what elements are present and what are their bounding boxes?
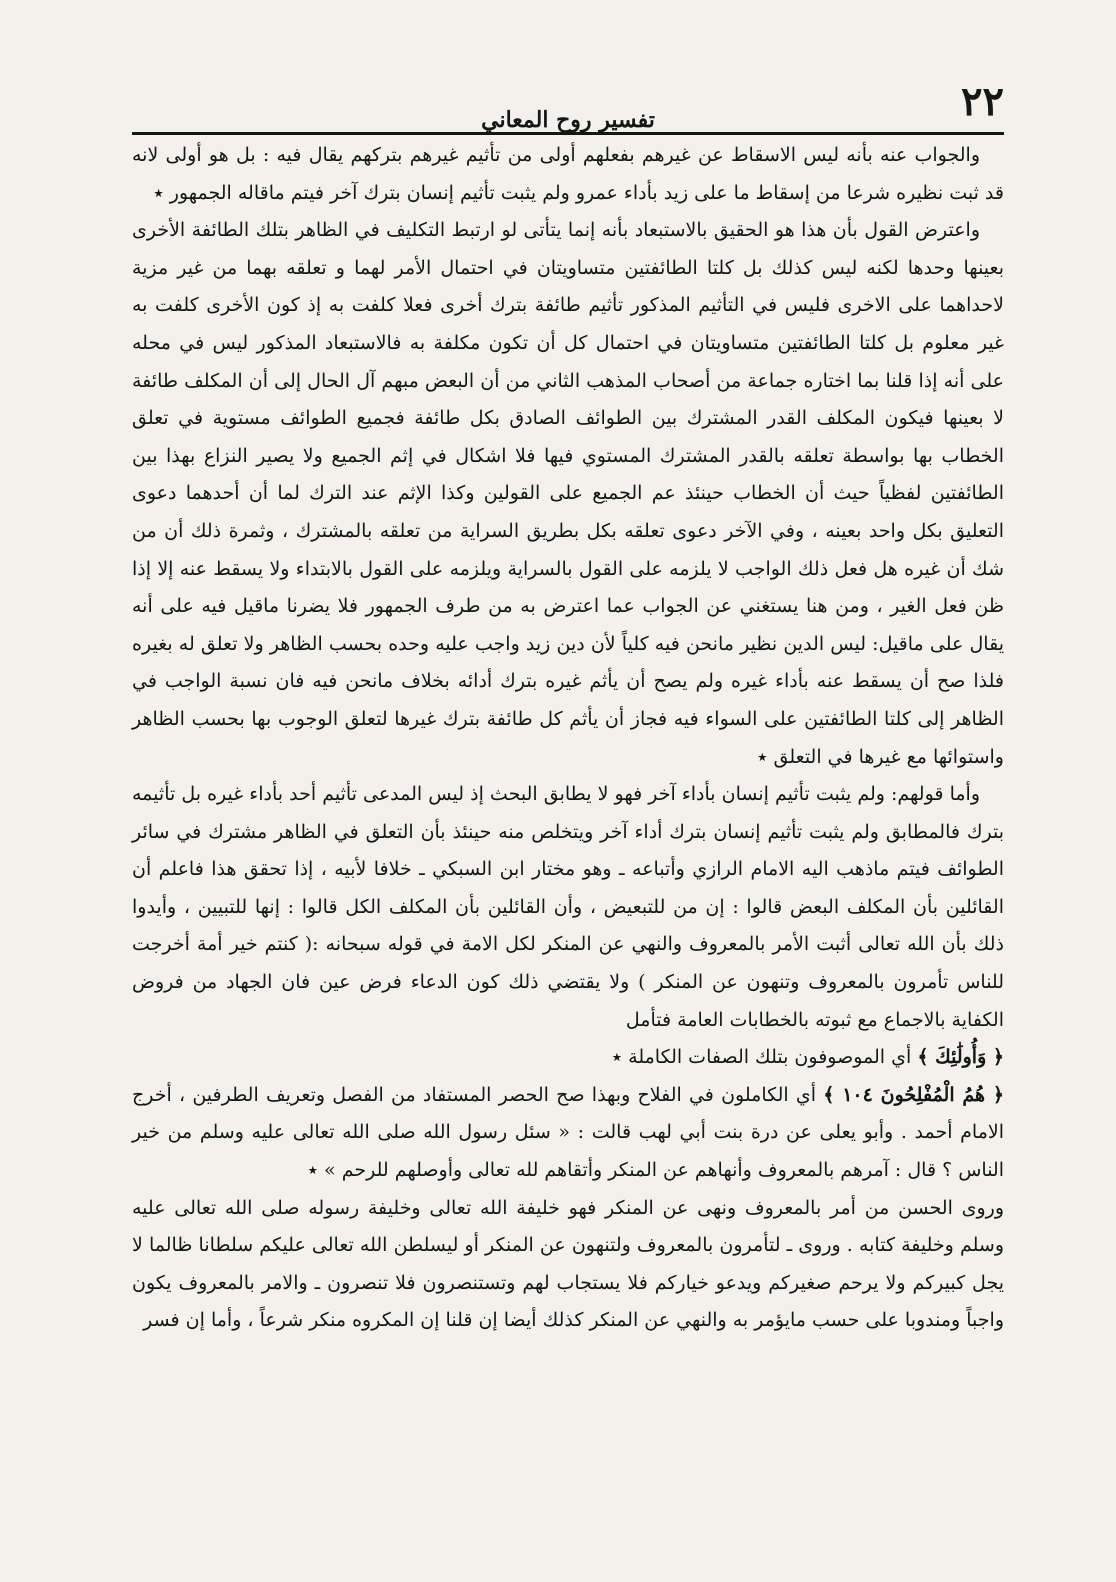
paragraph: واعترض القول بأن هذا هو الحقيق بالاستبعاد بأنه إنما يتأتى لو ارتبط التكليف في الظاهر بتلك الطائفة الأخرى بعينها وحدها لكنه ليس كذلك بل كلتا الطائفتين متساويتان في احتمال الأمر لهما و تعلقه بهما من غير مزية لاحداهما على الاخرى فليس في التأثيم المذكور تأثيم طائفة بترك أخرى فعلا كلفت به إذ كون الأخرى كلفت به غير معلوم بل كلتا الطائفتين متساويتان في احتمال كل أن تكون مكلفة به فالاستبعاد المذكور ليس في محله على أنه إذا قلنا بما اختاره جماعة من أصحاب المذهب الثاني من أن البعض مبهم آل الحال إلى أن المكلف طائفة لا بعينها فيكون المكلف القدر المشترك بين الطوائف الصادق بكل طائفة فجميع الطوائف مستوية في تعلق الخطاب بها بواسطة تعلقه بالقدر المشترك المستوي فيها فلا اشكال في إثم الجميع ولا يصير النزاع بهذا بين الطائفتين لفظياً حيث أن الخطاب حينئذ عم الجميع على القولين وكذا الإثم عند الترك لما أن أحدهما دعوى التعليق بكل واحد بعينه ، وفي الآخر دعوى تعلقه بكل بطريق السراية من تعلقه بالمشترك ، وثمرة ذلك أن من شك أن غيره هل فعل ذلك الواجب لا يلزمه على القول بالسراية ويلزمه على القول بالابتداء ولا يسقط عنه إلا إذا ظن فعل الغير ، ومن هنا يستغني عن الجواب عما اعترض به من طرف الجمهور فلا يضرنا ماقيل فيه على أنه يقال على ماقيل: ليس الدين نظير مانحن فيه كلياً لأن دين زيد واجب عليه وحده بحسب الظاهر ولا تعلق له بغيره فلذا صح أن يسقط عنه بأداء غيره ولم يصح أن يأثم غيره بترك أدائه بخلاف مانحن فيه فان نسبة الواجب في الظاهر إلى كلتا الطائفتين على السواء فيه فجاز أن يأثم كل طائفة بترك غيرها لتعلق الوجوب بها بحسب الظاهر واستوائها مع غيرها في التعلق ٭ [132, 219, 1004, 768]
paragraph: والجواب عنه بأنه ليس الاسقاط عن غيرهم بفعلهم أولى من تأثيم غيرهم بتركهم يقال فيه : بل هو أولى لانه قد ثبت نظيره شرعا من إسقاط ما على زيد بأداء عمرو ولم يثبت تأثيم إنسان بترك آخر فيتم ماقاله الجمهور ٭ [132, 144, 1004, 204]
quran-verse-fragment: ﴿ هُمُ الْمُفْلِحُونَ ١٠٤ ﴾ [823, 1083, 1004, 1106]
page-number: ٢٢ [961, 78, 1004, 125]
quran-verse-fragment: ﴿ وَأُولَٰئِكَ ﴾ [917, 1046, 1004, 1069]
paragraph [132, 1077, 1004, 1190]
paragraph-text: أي الكاملون في الفلاح وبهذا صح الحصر المستفاد من الفصل وتعريف الطرفين ، أخرج الامام أحمد . وأبو يعلى عن درة بنت أبي لهب قالت : « سئل رسول الله صلى الله تعالى عليه وسلم من خير الناس ؟ قال : آمرهم بالمعروف وأنهاهم عن المنكر وأتقاهم لله تعالى وأوصلهم للرحم » ٭ [132, 1083, 1004, 1182]
running-title: تفسير روح المعاني [481, 107, 655, 133]
paragraph-text: أي الموصوفون بتلك الصفات الكاملة ٭ [611, 1046, 912, 1069]
paragraph: وروى الحسن من أمر بالمعروف ونهى عن المنكر فهو خليفة الله تعالى وخليفة رسوله صلى الله تعالى عليه وسلم وخليفة كتابه . وروى ـ لتأمرون بالمعروف ولتنهون عن المنكر أو ليسلطن الله تعالى عليكم سلطانا ظالما لا يجل كبيركم ولا يرحم صغيركم ويدعو خياركم فلا يستجاب لهم وتستنصرون فلا تنصرون ـ والامر بالمعروف يكون واجباً ومندوبا على حسب مايؤمر به والنهي عن المنكر كذلك أيضا إن قلنا إن المكروه منكر شرعاً ، وأما إن فسر [132, 1196, 1004, 1332]
page-header [132, 78, 1004, 133]
paragraph: وأما قولهم: ولم يثبت تأثيم إنسان بأداء آخر فهو لا يطابق البحث إذ ليس المدعى تأثيم أحد بأداء غيره بل تأثيمه بترك فالمطابق ولم يثبت تأثيم إنسان بترك أداء آخر ويتخلص منه حينئذ بأن التعلق في الظاهر مشترك في سائر الطوائف فيتم ماذهب اليه الامام الرازي وأتباعه ـ وهو مختار ابن السبكي ـ خلافا لأبيه ، إذا تحقق هذا فاعلم أن القائلين بأن المكلف البعض قالوا : إن من للتبعيض ، وأن القائلين بأن المكلف الكل قالوا : إنها للتبيين ، وأيدوا ذلك بأن الله تعالى أثبت الأمر بالمعروف والنهي عن المنكر لكل الامة في قوله سبحانه :( كنتم خير أمة أخرجت للناس تأمرون بالمعروف وتنهون عن المنكر ) ولا يقتضي ذلك كون الدعاء فرض عين فان الجهاد من فروض الكفاية بالاجماع مع ثبوته بالخطابات العامة فتأمل [132, 783, 1004, 1031]
paragraph [132, 1039, 1004, 1077]
body-text [132, 137, 1004, 1340]
